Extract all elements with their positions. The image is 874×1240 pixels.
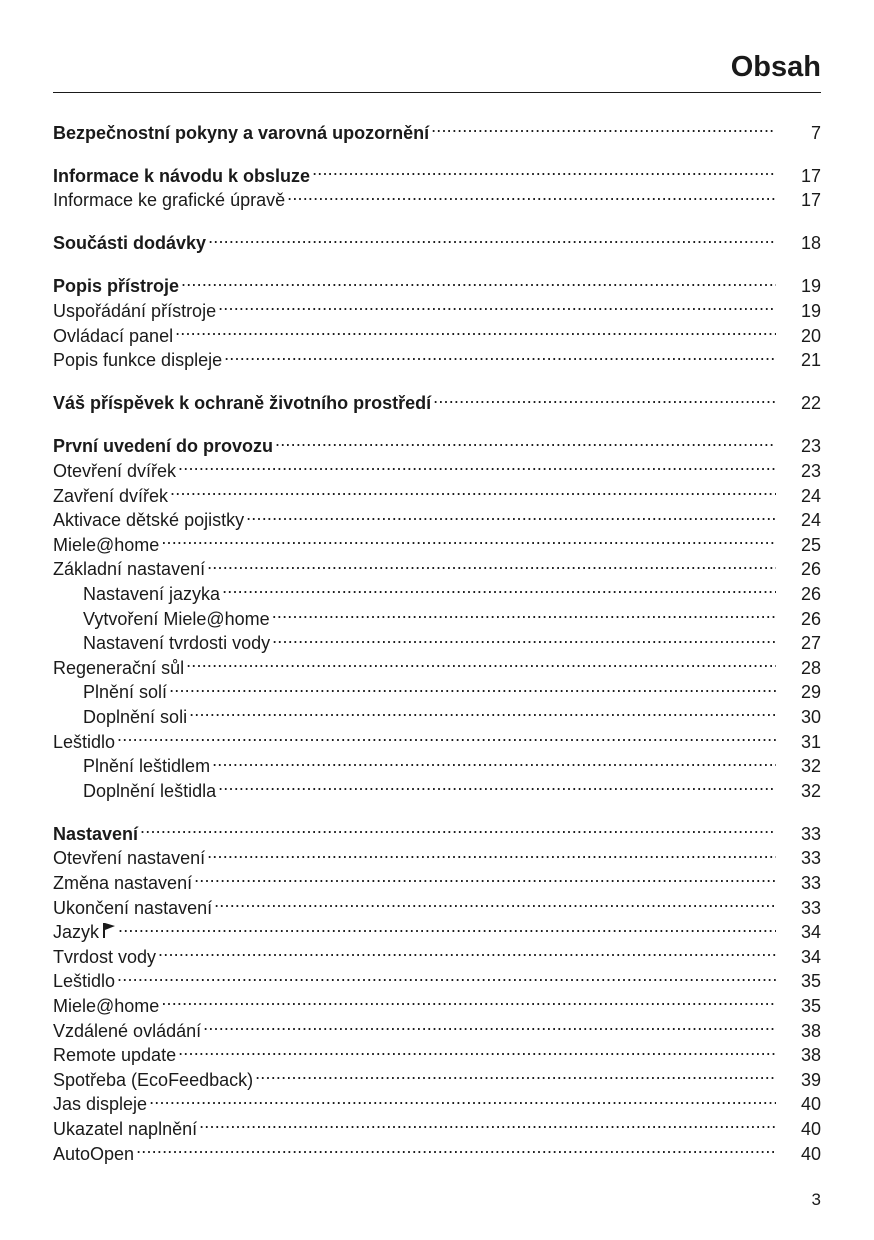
toc-entry-page: 33	[800, 823, 821, 844]
toc-entry[interactable]	[53, 723, 821, 752]
dot-leader	[158, 938, 776, 963]
toc-entry-page: 19	[800, 301, 821, 322]
dot-leader	[208, 225, 776, 250]
page-number: 3	[811, 1190, 821, 1209]
toc-entry-page: 25	[800, 534, 821, 555]
toc-entry-page: 40	[800, 1094, 821, 1115]
toc-entry-title: Nastavení jazyka	[83, 584, 221, 604]
toc-entry-title: Nastavení tvrdosti vody	[83, 633, 271, 654]
toc-entry-page: 17	[800, 165, 821, 186]
toc-entry-title: Doplnění soli	[83, 706, 188, 727]
toc-entry[interactable]	[53, 502, 821, 531]
dot-leader	[207, 551, 776, 576]
toc-entry-page: 18	[800, 233, 821, 254]
toc-entry-page: 38	[800, 1020, 821, 1041]
toc-entry[interactable]	[53, 914, 821, 943]
toc-entry-title: Ukončení nastavení	[53, 897, 213, 918]
dot-leader	[255, 1061, 776, 1086]
toc-entry-page: 7	[810, 122, 821, 143]
dot-leader	[189, 698, 776, 723]
toc-entry-title: Bezpečnostní pokyny a varovná upozornění	[53, 122, 430, 143]
table-of-contents	[53, 114, 821, 1178]
dot-leader	[207, 840, 776, 865]
toc-entry-title: Aktivace dětské pojistky	[53, 510, 245, 531]
toc-entry-title: Otevření nastavení	[53, 848, 206, 869]
toc-entry-chapter[interactable]	[53, 268, 821, 297]
toc-entry[interactable]	[53, 551, 821, 580]
toc-subentry[interactable]	[53, 748, 821, 777]
toc-entry-page: 30	[800, 706, 821, 727]
toc-entry-page: 32	[800, 780, 821, 801]
toc-entry-page: 40	[800, 1118, 821, 1139]
dot-leader	[272, 600, 776, 625]
dot-leader	[117, 723, 776, 748]
dot-leader	[218, 772, 776, 797]
dot-leader	[117, 963, 776, 988]
dot-leader	[214, 889, 776, 914]
dot-leader	[222, 575, 776, 600]
dot-leader	[169, 674, 776, 699]
toc-entry-title: Váš příspěvek k ochraně životního prostředí	[53, 393, 432, 414]
toc-section	[53, 268, 821, 371]
toc-entry-title: Uspořádání přístroje	[53, 301, 217, 322]
toc-entry[interactable]	[53, 963, 821, 992]
toc-entry-title: Součásti dodávky	[53, 233, 207, 254]
toc-entry-page: 34	[800, 946, 821, 967]
toc-entry-title: Jas displeje	[53, 1094, 148, 1115]
dot-leader	[140, 815, 776, 840]
toc-entry-title: Změna nastavení	[53, 873, 193, 894]
toc-entry-chapter[interactable]	[53, 157, 821, 186]
toc-entry-title: Tvrdost vody	[53, 946, 157, 967]
page-title: Obsah	[730, 51, 821, 83]
toc-entry-page: 33	[800, 873, 821, 894]
toc-entry-page: 23	[800, 461, 821, 482]
toc-entry-page: 29	[800, 682, 821, 703]
dot-leader	[212, 748, 776, 773]
toc-entry-page: 21	[800, 350, 821, 371]
toc-entry[interactable]	[53, 840, 821, 869]
toc-section	[53, 114, 821, 143]
toc-section	[53, 385, 821, 414]
toc-entry-page: 20	[800, 325, 821, 346]
toc-entry-chapter[interactable]	[53, 428, 821, 457]
toc-entry-page: 31	[800, 731, 821, 752]
dot-leader	[149, 1086, 776, 1111]
toc-entry-title: Plnění leštidlem	[83, 756, 211, 777]
toc-entry[interactable]	[53, 526, 821, 555]
toc-subentry[interactable]	[53, 698, 821, 727]
toc-entry-page: 28	[800, 657, 821, 678]
toc-entry-title: Základní nastavení	[53, 559, 206, 580]
toc-entry-page: 22	[800, 393, 821, 414]
toc-entry-page: 40	[800, 1143, 821, 1164]
toc-section	[53, 815, 821, 1164]
toc-entry[interactable]	[53, 1086, 821, 1115]
toc-entry[interactable]	[53, 1012, 821, 1041]
toc-entry-page: 33	[800, 848, 821, 869]
dot-leader	[136, 1135, 776, 1160]
toc-entry-page: 26	[800, 559, 821, 580]
toc-entry-page: 35	[800, 971, 821, 992]
toc-entry-title: AutoOpen	[53, 1143, 135, 1164]
toc-entry-chapter[interactable]	[53, 385, 821, 414]
toc-entry-title: Miele@home	[53, 996, 160, 1016]
toc-entry-title: Spotřeba (EcoFeedback)	[53, 1069, 254, 1090]
toc-entry-title: Plnění solí	[83, 682, 168, 703]
dot-leader	[170, 477, 776, 502]
toc-entry-title: Miele@home	[53, 534, 160, 555]
dot-leader	[224, 342, 776, 367]
toc-entry-page: 19	[800, 276, 821, 297]
dot-leader	[433, 385, 776, 410]
toc-entry-title: Vzdálené ovládání	[53, 1020, 202, 1041]
toc-entry[interactable]	[53, 938, 821, 967]
toc-entry-title: Ukazatel naplnění	[53, 1118, 198, 1139]
dot-leader	[431, 114, 776, 139]
dot-leader	[272, 625, 776, 650]
toc-entry-page: 33	[800, 897, 821, 918]
toc-entry-page: 39	[800, 1069, 821, 1090]
dot-leader	[175, 317, 776, 342]
dot-leader	[246, 502, 776, 527]
toc-entry-chapter[interactable]	[53, 114, 821, 143]
toc-entry-title: První uvedení do provozu	[53, 436, 274, 457]
toc-entry[interactable]	[53, 1135, 821, 1164]
dot-leader	[199, 1110, 776, 1135]
toc-entry-title: Vytvoření Miele@home	[83, 608, 270, 629]
toc-entry-title: Popis přístroje	[53, 276, 180, 297]
toc-entry-chapter[interactable]	[53, 225, 821, 254]
toc-entry-page: 17	[800, 190, 821, 211]
dot-leader	[178, 452, 776, 477]
toc-entry-page: 24	[800, 485, 821, 506]
toc-entry[interactable]	[53, 987, 821, 1016]
toc-entry-page: 26	[800, 608, 821, 629]
dot-leader	[203, 1012, 776, 1037]
dot-leader	[312, 157, 776, 182]
toc-entry-title	[53, 920, 116, 945]
toc-entry-page: 24	[800, 510, 821, 531]
toc-entry-title: Leštidlo	[53, 731, 116, 752]
toc-entry-page: 23	[800, 436, 821, 457]
toc-entry-title: Doplnění leštidla	[83, 780, 217, 801]
toc-entry-page: 35	[800, 996, 821, 1016]
toc-section	[53, 225, 821, 254]
dot-leader	[287, 182, 776, 207]
dot-leader	[161, 526, 776, 551]
dot-leader	[161, 987, 776, 1012]
flag-icon	[102, 921, 116, 939]
dot-leader	[181, 268, 776, 293]
dot-leader	[275, 428, 776, 453]
toc-entry-title: Informace k návodu k obsluze	[53, 165, 311, 186]
dot-leader	[194, 864, 776, 889]
toc-entry-title: Remote update	[53, 1045, 177, 1066]
toc-entry-title: Regenerační sůl	[53, 657, 185, 678]
toc-entry-page: 27	[800, 633, 821, 654]
toc-entry-title: Otevření dvířek	[53, 461, 177, 482]
dot-leader	[118, 914, 776, 939]
toc-subentry[interactable]	[53, 674, 821, 703]
toc-entry-page: 34	[800, 922, 821, 943]
toc-entry-title: Zavření dvířek	[53, 485, 169, 506]
toc-entry-page: 26	[800, 584, 821, 604]
dot-leader	[186, 649, 776, 674]
toc-entry-title: Nastavení	[53, 823, 139, 844]
toc-section	[53, 428, 821, 801]
toc-entry-chapter[interactable]	[53, 815, 821, 844]
dot-leader	[218, 292, 776, 317]
toc-entry-title: Popis funkce displeje	[53, 350, 223, 371]
toc-entry-title: Ovládací panel	[53, 325, 174, 346]
toc-entry-page: 32	[800, 756, 821, 777]
toc-entry-label: Jazyk	[53, 922, 100, 943]
toc-section	[53, 157, 821, 211]
toc-entry-title: Leštidlo	[53, 971, 116, 992]
title-divider	[53, 92, 821, 93]
toc-entry[interactable]	[53, 1110, 821, 1139]
toc-entry-title: Informace ke grafické úpravě	[53, 190, 286, 211]
dot-leader	[178, 1037, 776, 1062]
toc-entry-page: 38	[800, 1045, 821, 1066]
